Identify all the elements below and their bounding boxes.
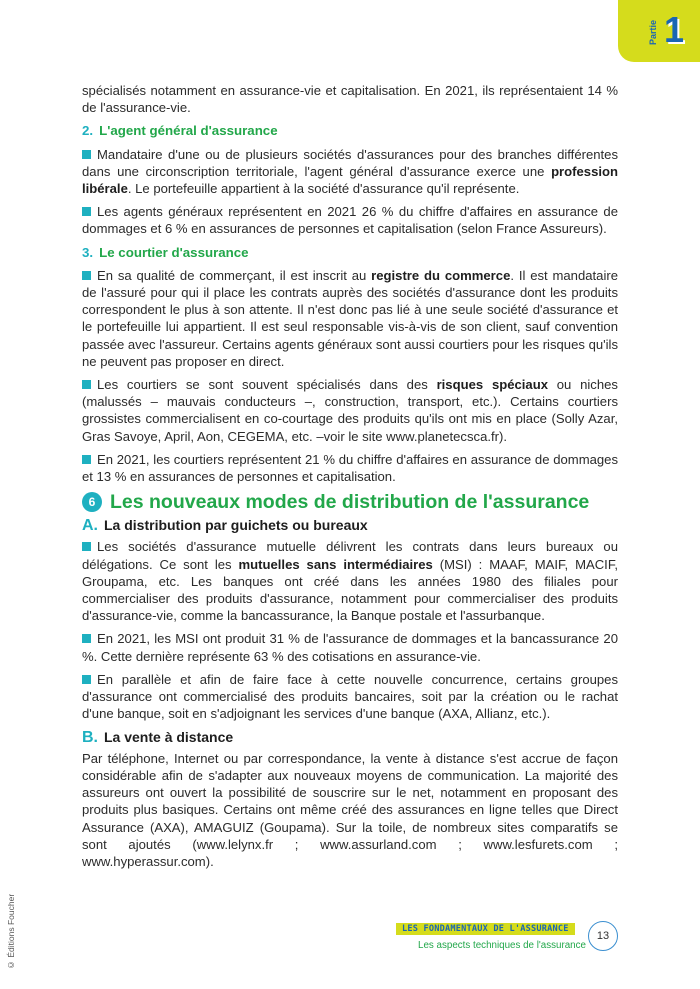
section-a-paragraph-2: En 2021, les MSI ont produit 31 % de l'assurance de dommages et la bancassurance 20 %. Cette dernière représente 63 % des cotisations en assurance-vie.: [82, 631, 618, 664]
intro-paragraph: spécialisés notamment en assurance-vie et capitalisation. En 2021, ils représentaient 14 % de l'assurance-vie.: [82, 83, 618, 116]
page-number: 13: [588, 921, 618, 951]
agent-paragraph-1: Mandataire d'une ou de plusieurs sociétés d'assurances pour des branches différentes dans une circonscription territoriale, l'agent général d'assurance exerce une profession libérale. Le portefeuille appartient à la société d'assurance qu'il représente.: [82, 146, 618, 197]
subheading-courtier: 3. Le courtier d'assurance: [82, 244, 249, 260]
section-heading-6: [82, 491, 618, 513]
footer-chapter-title: Les aspects techniques de l'assurance: [418, 940, 586, 951]
agent-paragraph-2: Les agents généraux représentent en 2021 26 % du chiffre d'affaires en assurance de dommages et 6 % en assurances de personnes et capitalisation (selon France Assureurs).: [82, 204, 618, 237]
section-number-badge: 6: [82, 492, 102, 512]
bullet-square-icon: [82, 542, 91, 551]
bullet-square-icon: [82, 380, 91, 389]
bullet-square-icon: [82, 207, 91, 216]
section-a-paragraph-3: En parallèle et afin de faire face à cette nouvelle concurrence, certains groupes d'assurance ont commercialisé des produits bancaires, soit par la création ou le rachat d'une banque, soit en s'adjoignant les services d'une banque (AXA, Allianz, etc.).: [82, 671, 618, 722]
section-b-paragraph-1: Par téléphone, Internet ou par correspondance, la vente à distance s'est accrue de façon considérable afin de s'adapter aux nouveaux moyens de communication. La majorité des assureurs ont ouvert la possibilité de souscrire sur le net, notamment en proposant des produits plus basiques. Certains ont même créé des assurances en ligne telles que Direct Assurance (AXA), AMAGUIZ (Goupama). Sur la toile, de nombreux sites comparatifs se sont ajoutés (www.lelynx.fr ; www.assurland.com ; www.lesfurets.com ; www.hyperassur.com).: [82, 750, 618, 869]
footer-book-title: LES FONDAMENTAUX DE L'ASSURANCE: [396, 923, 575, 935]
subsection-heading-a: A. La distribution par guichets ou bureaux: [82, 517, 368, 535]
partie-label: Partie: [648, 19, 658, 45]
bullet-square-icon: [82, 150, 91, 159]
bullet-square-icon: [82, 634, 91, 643]
subheading-agent: 2. L'agent général d'assurance: [82, 123, 278, 139]
subsection-heading-b: B. La vente à distance: [82, 728, 234, 746]
section-a-paragraph-1: Les sociétés d'assurance mutuelle délivrent les contrats dans leurs bureaux ou délégations. Ce sont les mutuelles sans intermédiaires (MSI) : MAAF, MAIF, MACIF, Groupama, etc. Les banques ont créé dans les années 1980 des filiales pour commercialiser des produits d'assurance, notamment pour commercialiser des produits d'assurance-vie, comme la bancassurance, la Banque postale et l'assurbanque.: [82, 539, 619, 624]
partie-number: 1: [664, 9, 685, 50]
bullet-square-icon: [82, 455, 91, 464]
bullet-square-icon: [82, 271, 91, 280]
courtier-paragraph-3: En 2021, les courtiers représentent 21 % du chiffre d'affaires en assurance de dommages et 13 % en assurances de personnes et capitalisation.: [82, 451, 618, 485]
courtier-paragraph-1: En sa qualité de commerçant, il est inscrit au registre du commerce. Il est mandataire de l'assuré pour qui il place les contrats auprès des sociétés d'assurance dont les produits correspondent le plus à son attente. Il n'est donc pas lié à une seule société d'assurance et le portefeuille lui appartient. Il est seul responsable vis-à-vis de son client, sauf convention passée avec l'assureur. Certains agents généraux sont aussi courtiers pour les risques qu'ils ne peuvent pas proposer en direct.: [82, 267, 618, 369]
courtier-paragraph-2: Les courtiers se sont souvent spécialisés dans des risques spéciaux ou niches (malussés – mauvais conducteurs –, construction, transport, etc.). Certains courtiers grossistes commercialisent en co-courtage des produits qu'ils ont mis en place (Solly Azar, Gras Savoye, April, Aon, CEGEMA, etc. –voir le site www.planetecsca.fr).: [82, 377, 618, 444]
bullet-square-icon: [82, 675, 91, 684]
partie-tab: [618, 0, 700, 62]
copyright-notice: © Éditions Foucher: [6, 893, 16, 970]
page-content: [82, 82, 618, 876]
section-title: Les nouveaux modes de distribution de l'assurance: [110, 491, 590, 514]
